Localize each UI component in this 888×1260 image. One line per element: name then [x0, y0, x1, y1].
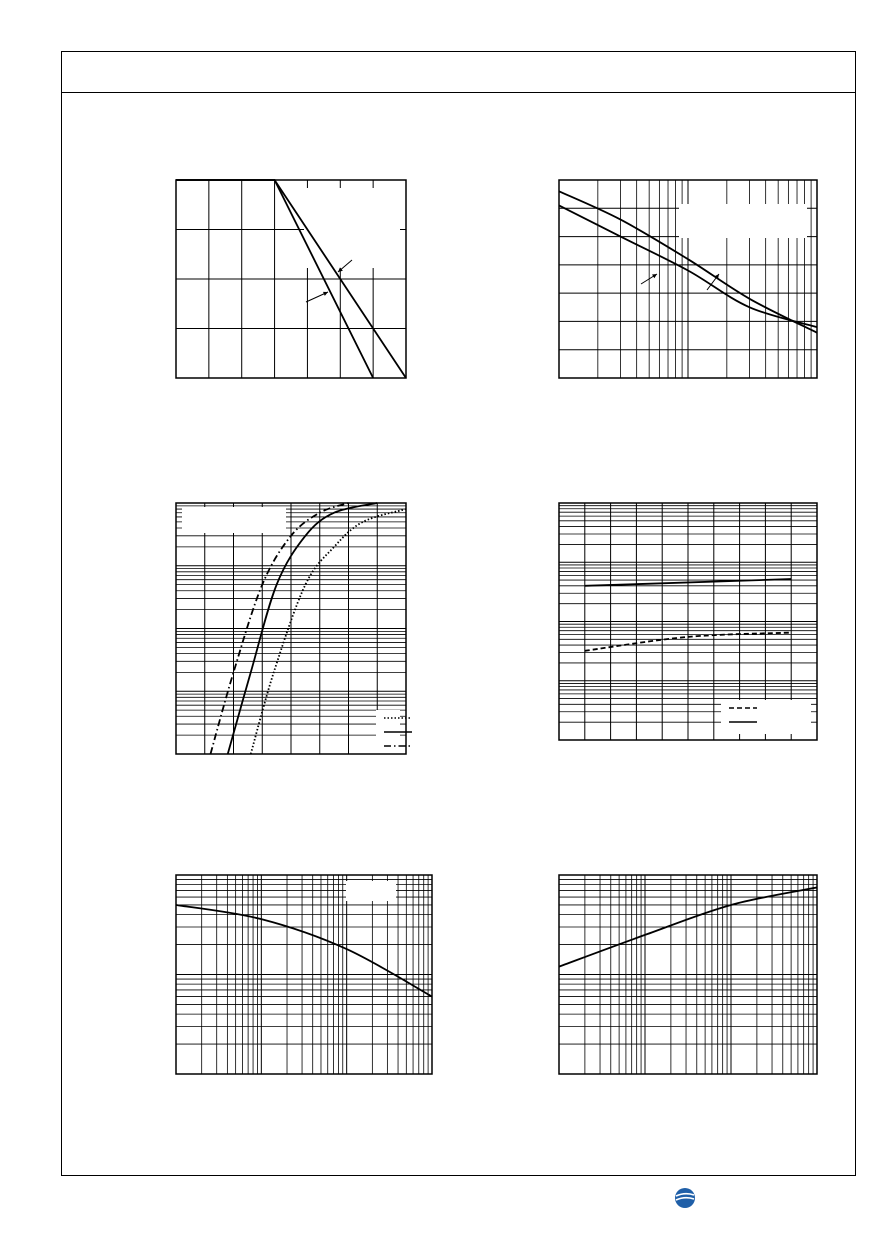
- legend-box: [346, 881, 396, 901]
- gridlines: [176, 503, 406, 754]
- legend-box: [679, 204, 807, 238]
- chart-2: [559, 180, 817, 378]
- company-logo-icon: [674, 1187, 696, 1209]
- gridlines: [559, 875, 817, 1074]
- chart-6: [559, 875, 817, 1074]
- legend-box: [721, 700, 811, 734]
- legend-box: [376, 710, 400, 758]
- chart-3: [176, 503, 412, 758]
- series-line-1: [176, 905, 432, 997]
- chart-4: [559, 503, 817, 740]
- chart-1: [176, 180, 406, 378]
- legend-box: [182, 507, 286, 533]
- chart-5: [176, 875, 432, 1074]
- legend-box: [304, 188, 400, 268]
